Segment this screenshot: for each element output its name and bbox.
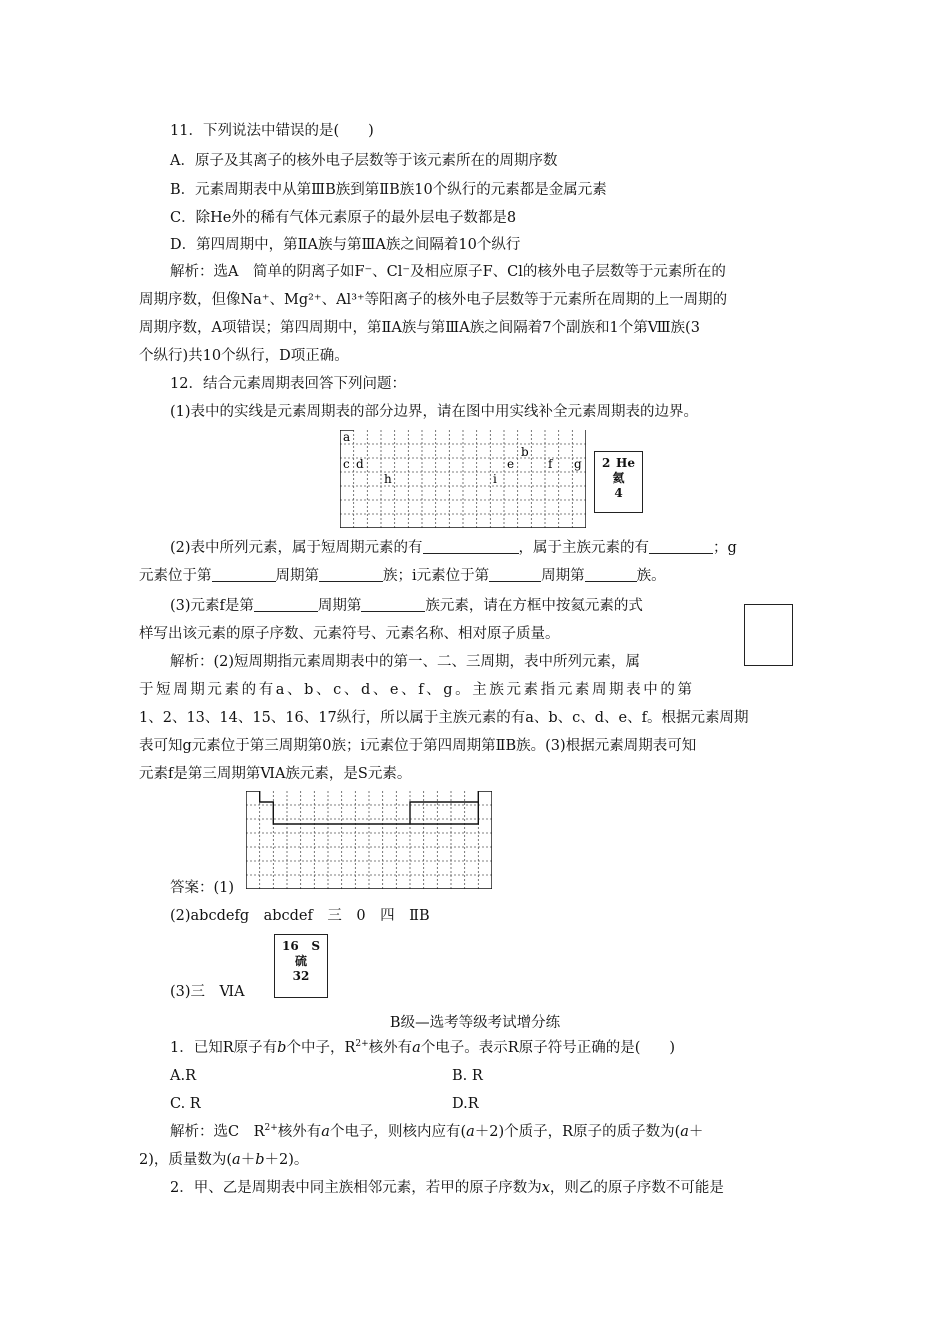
grid-letter-c: c (343, 457, 350, 471)
blank[interactable] (212, 567, 276, 582)
grid-letter-b: b (521, 445, 529, 459)
q11-analysis-line: 个纵行)共10个纵行，D项正确。 (139, 348, 349, 364)
blank[interactable] (319, 567, 383, 582)
blank[interactable] (254, 597, 318, 612)
grid-letter-i: i (493, 472, 497, 486)
grid-letter-g: g (574, 457, 582, 471)
q11-stem: 11．下列说法中错误的是( ) (170, 123, 374, 139)
q12-part2-line1: (2)表中所列元素，属于短周期元素的有 ，属于主族元素的有 ；g (170, 540, 737, 556)
blank[interactable] (585, 567, 637, 582)
b1-option-b: B. R (452, 1068, 483, 1084)
sulfur-mass: 32 (292, 969, 310, 983)
b1-option-d: D.R (452, 1096, 479, 1112)
helium-element-box (594, 451, 643, 513)
grid-letter-f: f (548, 457, 553, 471)
b1-analysis-line2: 2)，质量数为(a＋b＋2)。 (139, 1152, 309, 1168)
q12-analysis-line: 于短周期元素的有a、b、c、d、e、f、g。主族元素指元素周期表中的第 (139, 682, 695, 698)
q11-analysis-line: 周期序数，A项错误；第四周期中，第ⅡA族与第ⅢA族之间隔着7个副族和1个第Ⅷ族(3 (139, 320, 700, 336)
sulfur-atomic-number: 16 (282, 939, 299, 953)
q12-analysis-line: 解析：(2)短周期指元素周期表中的第一、二、三周期，表中所列元素，属 (170, 654, 641, 670)
q12-stem: 12．结合元素周期表回答下列问题： (170, 376, 406, 392)
q12-analysis-line: 元素f是第三周期第ⅥA族元素，是S元素。 (139, 766, 412, 782)
section-b-title: B级—选考等级考试增分练 (389, 1015, 561, 1031)
sulfur-name: 硫 (294, 954, 307, 968)
answer-periodic-table-grid (246, 791, 492, 889)
q11-analysis-line: 周期序数，但像Na⁺、Mg²⁺、Al³⁺等阳离子的核外电子层数等于元素所在周期的上一周期的 (139, 292, 728, 308)
helium-name: 氦 (612, 471, 625, 485)
b1-analysis-line1: 解析：选C $R^{2+}$核外有a个电子，则核内应有(a＋2)个质子，R原子的质子数为(a＋ (170, 1123, 704, 1140)
blank[interactable] (649, 539, 713, 554)
q11-option-a: A．原子及其离子的核外电子层数等于该元素所在的周期序数 (170, 153, 558, 169)
q12-part3-line1: (3)元素f是第 周期第 族元素，请在方框中按氦元素的式 (170, 598, 643, 614)
q11-analysis-line: 解析：选A 简单的阴离子如F⁻、Cl⁻及相应原子F、Cl的核外电子层数等于元素所在的 (170, 264, 726, 280)
b1-option-a: A.R (170, 1068, 196, 1084)
blank[interactable] (423, 539, 519, 554)
b1-option-c: C. R (170, 1096, 201, 1112)
q12-part2-line2: 元素位于第 周期第 族；i元素位于第 周期第 族。 (139, 568, 666, 584)
q11-option-d: D．第四周期中，第ⅡA族与第ⅢA族之间隔着10个纵行 (170, 237, 521, 253)
grid-letter-a: a (343, 430, 351, 444)
blank[interactable] (489, 567, 541, 582)
helium-atomic-number: 2 (602, 456, 611, 470)
q12-analysis-line: 表可知g元素位于第三周期第0族；i元素位于第四周期第ⅡB族。(3)根据元素周期表可知 (139, 738, 697, 754)
q12-part3-line2: 样写出该元素的原子序数、元素符号、元素名称、相对原子质量。 (139, 626, 560, 642)
grid-letter-d: d (356, 457, 364, 471)
grid-letter-e: e (507, 457, 515, 471)
sulfur-element-box (274, 934, 328, 998)
q12-analysis-line: 1、2、13、14、15、16、17纵行，所以属于主族元素的有a、b、c、d、e、f。根据元素周期 (139, 710, 749, 726)
blank[interactable] (361, 597, 425, 612)
helium-mass: 4 (614, 486, 623, 500)
grid-letter-h: h (384, 472, 392, 486)
element-answer-box[interactable] (744, 604, 793, 666)
q12-part1: (1)表中的实线是元素周期表的部分边界，请在图中用实线补全元素周期表的边界。 (170, 404, 699, 420)
q11-option-b: B．元素周期表中从第ⅢB族到第ⅡB族10个纵行的元素都是金属元素 (170, 182, 607, 198)
q12-answer-2: (2)abcdefg abcdef 三 0 四 ⅡB (170, 908, 430, 924)
b2-stem: 2．甲、乙是周期表中同主族相邻元素，若甲的原子序数为x，则乙的原子序数不可能是 (170, 1180, 724, 1196)
q12-answer-label: 答案：(1) (170, 880, 235, 896)
periodic-table-grid (340, 430, 586, 528)
helium-symbol: He (616, 456, 635, 470)
sulfur-symbol: S (311, 939, 320, 953)
b1-stem: 1．已知R原子有b个中子，$R^{2+}$核外有a个电子。表示R原子符号正确的是( ) (170, 1039, 676, 1056)
q12-answer-3: (3)三 ⅥA (170, 984, 245, 1000)
q11-option-c: C．除He外的稀有气体元素原子的最外层电子数都是8 (170, 210, 517, 226)
